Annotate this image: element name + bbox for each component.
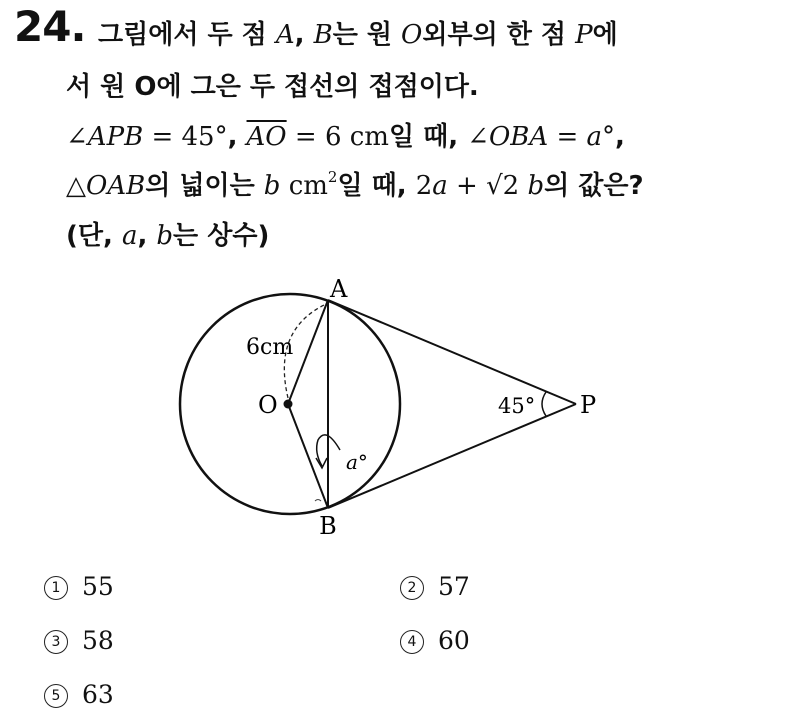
question-line-3: ∠APB = 45°, $\overline{AO} = 6$ cm일 때, ∠OBA = a°, <box>66 122 625 152</box>
question-line-5: (단, a, b는 상수) <box>66 221 270 251</box>
choice-4[interactable] <box>400 626 470 655</box>
choice-value: 55 <box>82 572 114 601</box>
question-line-2: 서 원 O에 그은 두 접선의 접점이다. <box>66 72 479 102</box>
label-a: A <box>330 275 348 303</box>
choice-5[interactable] <box>44 680 114 709</box>
choice-value: 60 <box>438 626 470 655</box>
label-radius: 6cm <box>246 335 294 360</box>
question-number: 24. <box>14 2 86 51</box>
choice-mark: 2 <box>400 576 424 600</box>
choice-value: 57 <box>438 572 470 601</box>
choice-2[interactable] <box>400 572 470 601</box>
choice-1[interactable] <box>44 572 114 601</box>
label-angle-p: 45° <box>498 394 536 418</box>
choice-value: 58 <box>82 626 114 655</box>
choice-mark: 5 <box>44 684 68 708</box>
tangent-pa <box>328 300 576 404</box>
choice-mark: 4 <box>400 630 424 654</box>
angle-arc-arrow <box>316 458 327 468</box>
label-b: B <box>319 512 337 540</box>
radius-ob <box>288 404 328 508</box>
angle-arc-p <box>542 392 546 416</box>
choice-mark: 3 <box>44 630 68 654</box>
label-angle-a: a° <box>346 450 368 474</box>
tangent-mark-b <box>315 500 321 502</box>
question-line-1: 그림에서 두 점 A, B는 원 O외부의 한 점 P에 <box>98 20 618 50</box>
choice-value: 63 <box>82 680 114 709</box>
choice-mark: 1 <box>44 576 68 600</box>
question-line-4: △OAB의 넓이는 b $cm^2$일 때, 2a + √2 b의 값은? <box>66 168 644 201</box>
label-p: P <box>580 391 597 419</box>
radius-oa <box>288 300 328 404</box>
center-point <box>284 400 293 409</box>
choice-3[interactable] <box>44 626 114 655</box>
label-o: O <box>258 391 278 419</box>
